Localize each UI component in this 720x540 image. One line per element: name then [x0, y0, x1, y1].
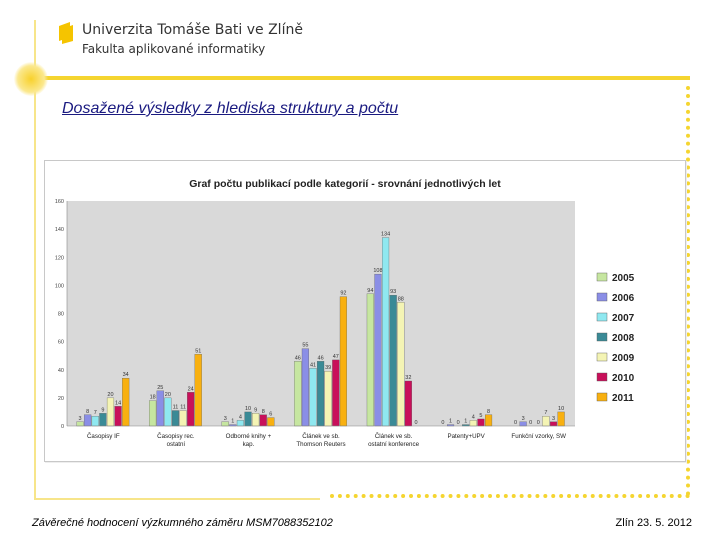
data-label: 7 [544, 410, 548, 417]
bar-2009-cat-3 [325, 371, 332, 426]
data-label: 0 [414, 420, 418, 426]
data-label: 3 [551, 415, 556, 422]
y-tick-label: 140 [54, 227, 64, 234]
bar-2010-cat-0 [115, 406, 122, 426]
bar-2010-cat-1 [187, 392, 194, 426]
bar-2011-cat-1 [195, 354, 202, 426]
data-label: 0 [513, 420, 518, 426]
legend-swatch-2008 [597, 333, 607, 341]
data-label: 0 [441, 420, 445, 426]
legend-swatch-2007 [597, 313, 607, 321]
data-label: 4 [471, 414, 475, 421]
bar-2007-cat-3 [310, 368, 317, 426]
data-label: 8 [487, 408, 491, 415]
y-tick-label: 160 [54, 199, 64, 205]
data-label: 93 [390, 289, 397, 296]
bar-2009-cat-2 [252, 413, 259, 426]
legend-label-2008: 2008 [612, 333, 635, 344]
legend-swatch-2005 [597, 273, 607, 281]
footer-project-label: Závěrečné hodnocení výzkumného záměru MSM7088352102 [32, 517, 333, 529]
data-label: 51 [195, 348, 202, 355]
data-label: 9 [101, 407, 105, 414]
data-label: 39 [325, 365, 332, 372]
data-label: 1 [449, 418, 453, 425]
x-category-label: Článek ve sb. ostatní konference [368, 433, 420, 448]
y-tick-label: 80 [57, 311, 64, 318]
data-label: 8 [261, 408, 265, 415]
data-label: 9 [254, 407, 258, 414]
bar-2006-cat-4 [375, 274, 382, 426]
data-label: 34 [122, 372, 129, 379]
legend-swatch-2011 [597, 393, 607, 401]
legend [597, 273, 635, 404]
data-label: 6 [269, 411, 273, 418]
chart-frame [44, 160, 686, 462]
accent-line-bottom [34, 498, 320, 500]
university-logo-icon [58, 22, 74, 44]
legend-label-2011: 2011 [612, 393, 634, 404]
bar-2008-cat-2 [245, 412, 252, 426]
data-label: 5 [479, 412, 483, 419]
data-label: 3 [78, 415, 82, 422]
x-category-label: Patenty+UPV [447, 433, 485, 440]
bar-2009-cat-0 [107, 398, 114, 426]
dotted-border-right [686, 86, 694, 496]
data-label: 25 [157, 384, 164, 391]
bar-2005-cat-1 [149, 401, 156, 426]
bar-2005-cat-4 [367, 294, 374, 426]
bar-2009-cat-6 [543, 416, 550, 426]
data-label: 18 [149, 394, 156, 401]
y-tick-label: 40 [57, 367, 64, 374]
legend-label-2007: 2007 [612, 313, 635, 324]
bar-2009-cat-5 [470, 420, 477, 426]
x-axis [67, 426, 575, 448]
data-label: 88 [397, 296, 404, 303]
data-label: 108 [373, 268, 383, 275]
footer-date: Zlín 23. 5. 2012 [615, 517, 692, 529]
data-label: 11 [180, 404, 186, 411]
bar-2011-cat-2 [267, 418, 274, 426]
data-label: 3 [521, 415, 525, 422]
data-label: 24 [187, 386, 194, 393]
bar-2005-cat-2 [222, 422, 229, 426]
data-label: 0 [529, 420, 533, 426]
legend-swatch-2009 [597, 353, 607, 361]
x-category-label: Článek ve sb. Thomson Reuters [296, 433, 346, 448]
bar-2011-cat-5 [485, 415, 492, 426]
data-label: 14 [115, 400, 122, 407]
dotted-border-bottom [330, 494, 690, 502]
data-label: 0 [456, 420, 460, 426]
y-tick-label: 60 [57, 339, 64, 346]
bar-2006-cat-6 [520, 422, 527, 426]
data-label: 1 [231, 418, 235, 425]
bar-2008-cat-1 [172, 411, 179, 426]
bar-chart [45, 161, 685, 461]
x-category-label: Časopisy IF [86, 433, 120, 440]
data-label: 134 [380, 231, 391, 238]
bar-2007-cat-4 [382, 238, 389, 426]
y-tick-label: 0 [60, 424, 64, 430]
data-label: 4 [238, 414, 242, 421]
legend-swatch-2010 [597, 373, 607, 381]
bar-2010-cat-3 [332, 360, 339, 426]
data-label: 94 [367, 287, 374, 294]
bar-2009-cat-1 [180, 411, 187, 426]
data-label: 47 [332, 353, 339, 360]
data-label: 20 [107, 391, 114, 398]
legend-label-2006: 2006 [612, 293, 635, 304]
bar-2010-cat-2 [260, 415, 267, 426]
data-label: 10 [558, 405, 565, 412]
data-label: 20 [164, 391, 171, 398]
y-tick-label: 100 [54, 283, 64, 290]
data-label: 41 [309, 362, 317, 369]
data-label: 7 [93, 410, 97, 417]
y-tick-label: 120 [54, 255, 64, 262]
data-label: 11 [172, 404, 179, 411]
bar-2007-cat-1 [164, 398, 171, 426]
bar-2009-cat-4 [397, 302, 404, 426]
bar-2010-cat-6 [550, 422, 557, 426]
chart-title: Graf počtu publikací podle kategorií - srovnání jednotlivých let [189, 178, 501, 190]
legend-label-2009: 2009 [612, 353, 635, 364]
university-name: Univerzita Tomáše Bati ve Zlíně [82, 22, 303, 38]
data-label: 46 [294, 355, 301, 362]
accent-dot-circle [14, 62, 48, 96]
bar-2011-cat-0 [122, 378, 129, 426]
bar-2010-cat-4 [405, 381, 412, 426]
legend-swatch-2006 [597, 293, 607, 301]
y-tick-label: 20 [57, 395, 64, 402]
x-category-label: Funkční vzorky, SW [511, 433, 566, 440]
data-label: 46 [317, 355, 324, 362]
bar-2008-cat-4 [390, 295, 397, 426]
bar-2006-cat-1 [157, 391, 164, 426]
bar-2011-cat-6 [558, 412, 565, 426]
data-label: 3 [223, 415, 227, 422]
bar-2007-cat-0 [92, 416, 99, 426]
data-label: 32 [405, 375, 412, 381]
data-label: 1 [464, 418, 468, 425]
x-category-label: Odborné knihy + kap. [225, 433, 272, 448]
bar-2006-cat-0 [84, 415, 91, 426]
faculty-name: Fakulta aplikované informatiky [82, 42, 266, 56]
bar-2007-cat-2 [237, 420, 244, 426]
y-axis [55, 199, 67, 430]
data-label: 0 [536, 420, 540, 426]
bar-2011-cat-3 [340, 297, 347, 426]
data-label: 8 [86, 408, 90, 415]
legend-label-2010: 2010 [612, 373, 635, 384]
bar-2010-cat-5 [478, 419, 485, 426]
data-label: 92 [340, 290, 347, 297]
legend-label-2005: 2005 [612, 273, 635, 284]
slide-title: Dosažené výsledky z hlediska struktury a počtu [62, 100, 399, 117]
bar-2008-cat-0 [99, 413, 106, 426]
bar-2005-cat-0 [77, 422, 84, 426]
data-label: 55 [302, 342, 309, 349]
accent-line-top [34, 76, 690, 80]
bar-2008-cat-3 [317, 361, 324, 426]
bar-2005-cat-3 [294, 361, 301, 426]
data-label: 10 [244, 405, 252, 412]
x-category-label: Časopisy rec. ostatní [157, 433, 195, 448]
bar-2006-cat-3 [302, 349, 309, 426]
